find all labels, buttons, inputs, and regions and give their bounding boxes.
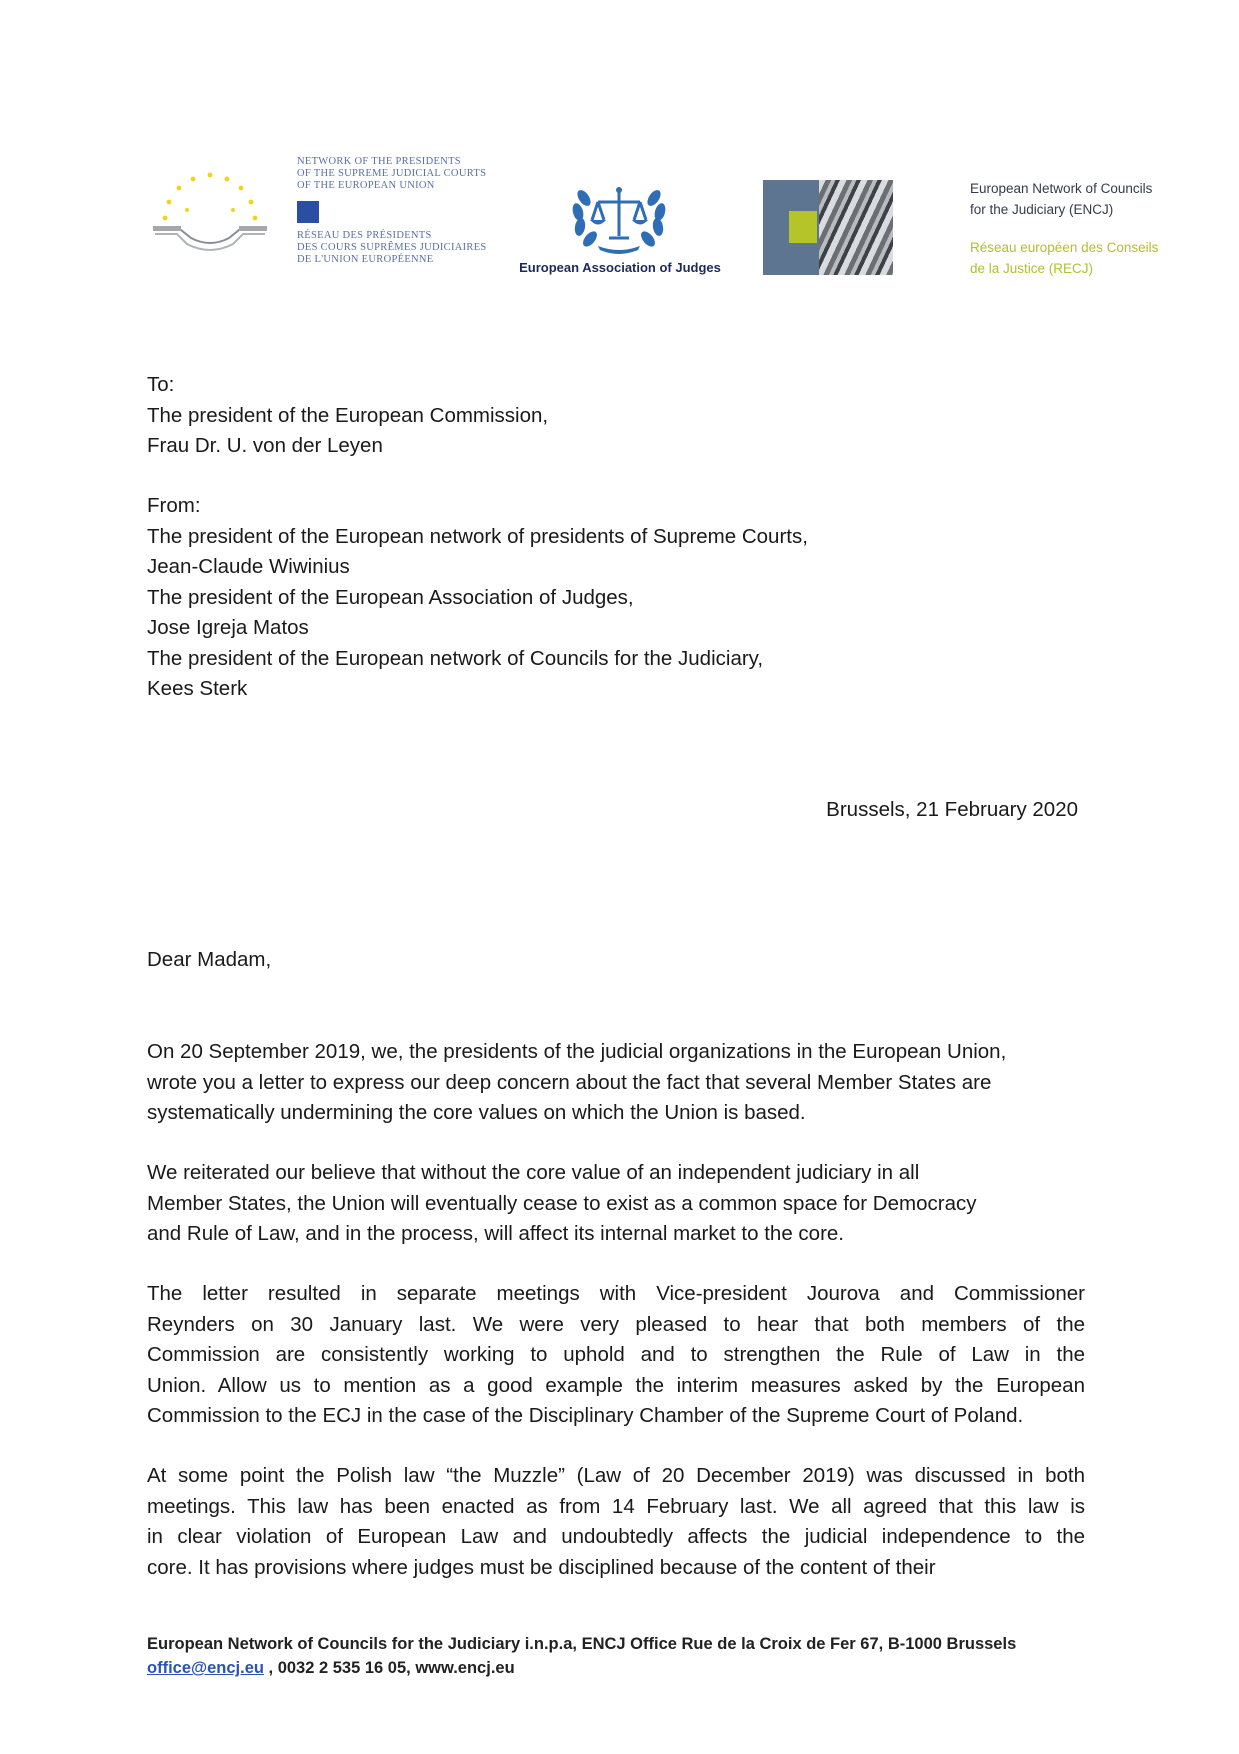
recipient-block: [147, 370, 548, 462]
sender-line: The president of the European Association of Judges,: [147, 585, 634, 609]
letter-date: Brussels, 21 February 2020: [826, 798, 1078, 821]
salutation: Dear Madam,: [147, 948, 272, 971]
paragraph-line: At some point the Polish law “the Muzzle” (Law of 20 December 2019) was discussed in both: [147, 1464, 1085, 1487]
footer-address: European Network of Councils for the Judiciary i.n.p.a, ENCJ Office Rue de la Croix de Fer 67, B-1000 Brussels: [147, 1635, 1017, 1653]
sender-line: Jean-Claude Wiwinius: [147, 555, 350, 578]
sender-line: Jose Igreja Matos: [147, 616, 309, 639]
paragraph-line: systematically undermining the core values on which the Union is based.: [147, 1101, 806, 1124]
body-paragraph: [147, 1037, 1085, 1129]
recipient-title: The president of the European Commission,: [147, 403, 549, 427]
paragraph-line: Commission are consistently working to uphold and to strengthen the Rule of Law in the: [147, 1343, 1085, 1366]
footer-contact: [147, 1656, 1016, 1680]
paragraph-line: We reiterated our believe that without the core value of an independent judiciary in all: [147, 1161, 920, 1184]
paragraph-line: wrote you a letter to express our deep concern about the fact that several Member States are: [147, 1070, 992, 1094]
encj-name-fr-line2: de la Justice (RECJ): [970, 261, 1094, 276]
paragraph-line: Member States, the Union will eventually cease to exist as a common space for Democracy: [147, 1191, 977, 1215]
recipient-name: Frau Dr. U. von der Leyen: [147, 434, 383, 457]
paragraph-line: core. It has provisions where judges must be disciplined because of the content of their: [147, 1555, 936, 1579]
to-label: To:: [147, 373, 175, 396]
paragraph-line: and Rule of Law, and in the process, will affect its internal market to the core.: [147, 1222, 844, 1245]
paragraph-line: On 20 September 2019, we, the presidents of the judicial organizations in the European Union,: [147, 1040, 1007, 1063]
sender-block: [147, 491, 808, 705]
paragraph-line: in clear violation of European Law and undoubtedly affects the judicial independence to the: [147, 1525, 1085, 1548]
paragraph-line: Commission to the ECJ in the case of the Disciplinary Chamber of the Supreme Court of Poland.: [147, 1404, 1024, 1427]
paragraph-line: meetings. This law has been enacted as from 14 February last. We all agreed that this law is: [147, 1494, 1085, 1518]
paragraph-line: Reynders on 30 January last. We were very pleased to hear that both members of the: [147, 1312, 1085, 1336]
sender-line: Kees Sterk: [147, 677, 248, 700]
presidents-network-name-fr: RÉSEAU DES PRÉSIDENTS DES COURS SUPRÊMES JUDICIAIRES DE L'UNION EUROPÉENNE: [297, 230, 487, 265]
scales-of-justice-wreath-icon: [564, 180, 674, 256]
presidents-network-logo: [147, 150, 487, 270]
encj-name-en: [970, 178, 1190, 220]
footer-email-link[interactable]: office@encj.eu: [147, 1659, 264, 1677]
encj-logo-image: [763, 180, 893, 275]
presidents-network-name-en: NETWORK OF THE PRESIDENTS OF THE SUPREME JUDICIAL COURTS OF THE EUROPEAN UNION: [297, 156, 487, 191]
sender-line: The president of the European network of Councils for the Judiciary,: [147, 646, 764, 670]
encj-name-fr-line1: Réseau européen des Conseils: [970, 240, 1159, 255]
paragraph-line: Union. Allow us to mention as a good example the interim measures asked by the European: [147, 1373, 1085, 1397]
encj-name-fr: [970, 237, 1190, 279]
page-footer: [147, 1632, 1016, 1680]
encj-green-square-icon: [789, 211, 817, 243]
encj-name-en-line2: for the Judiciary (ENCJ): [970, 202, 1114, 217]
eu-flag-square-icon: [297, 201, 319, 223]
from-label: From:: [147, 494, 201, 517]
encj-photo-right: [819, 180, 893, 275]
sender-line: The president of the European network of presidents of Supreme Courts,: [147, 524, 808, 548]
body-paragraph: [147, 1279, 1085, 1432]
body-paragraph: [147, 1461, 1085, 1583]
paragraph-line: The letter resulted in separate meetings with Vice-president Jourova and Commissioner: [147, 1282, 1085, 1305]
body-paragraph: [147, 1158, 1085, 1250]
stars-arc-emblem-icon: [147, 168, 277, 258]
encj-name-en-line1: European Network of Councils: [970, 181, 1153, 196]
eaj-logo: [510, 180, 730, 280]
encj-logo-text: [970, 178, 1190, 279]
footer-contact-details: , 0032 2 535 16 05, www.encj.eu: [263, 1659, 515, 1677]
eaj-caption: European Association of Judges: [519, 260, 721, 275]
